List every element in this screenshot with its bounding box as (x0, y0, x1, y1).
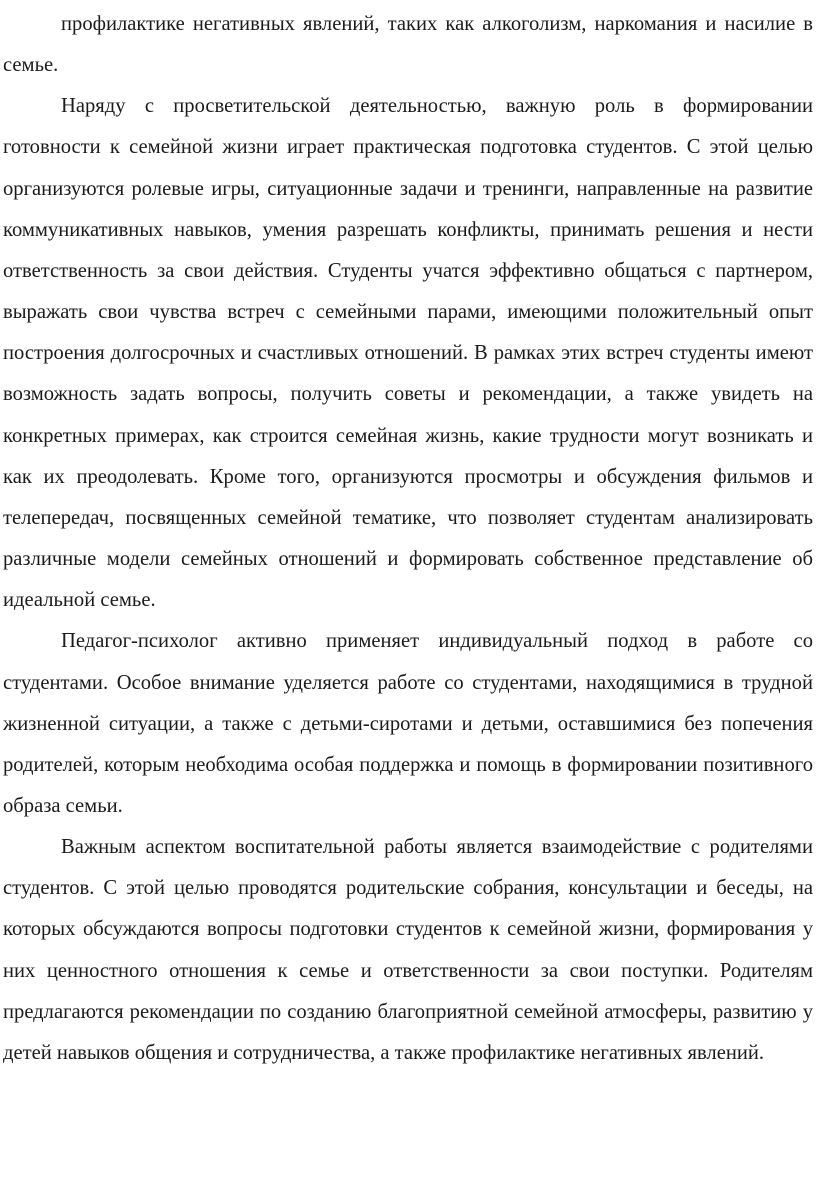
paragraph-parent-interaction: Важным аспектом воспитательной работы является взаимодействие с родителями студентов. С этой целью проводятся родительские собрания, консультации и беседы, на которых обсуждаются вопросы подготовки студентов к семейной жизни, формирования у них ценностного отношения к семье и ответственности за свои поступки. Родителям предлагаются рекомендации по созданию благоприятной семейной атмосферы, развитию у детей навыков общения и сотрудничества, а также профилактике негативных явлений. (3, 836, 813, 1064)
paragraph-practical-training: Наряду с просветительской деятельностью, важную роль в формировании готовности к семейной жизни играет практическая подготовка студентов. С этой целью организуются ролевые игры, ситуационные задачи и тренинги, направленные на развитие коммуникативных навыков, умения разрешать конфликты, принимать решения и нести ответственность за свои действия. Студенты учатся эффективно общаться с партнером, выражать свои чувства встреч с семейными парами, имеющими положительный опыт построения долгосрочных и счастливых отношений. В рамках этих встреч студенты имеют возможность задать вопросы, получить советы и рекомендации, а также увидеть на конкретных примерах, как строится семейная жизнь, какие трудности могут возникать и как их преодолевать. Кроме того, организуются просмотры и обсуждения фильмов и телепередач, посвященных семейной тематике, что позволяет студентам анализировать различные модели семейных отношений и формировать собственное представление об идеальной семье. (3, 95, 813, 612)
paragraph-continuation: профилактике негативных явлений, таких как алкоголизм, наркомания и насилие в семье. (3, 13, 813, 77)
paragraph-individual-approach: Педагог-психолог активно применяет индивидуальный подход в работе со студентами. Особое внимание уделяется работе со студентами, находящимися в трудной жизненной ситуации, а также с детьми-сиротами и детьми, оставшимися без попечения родителей, которым необходима особая поддержка и помощь в формировании позитивного образа семьи. (3, 630, 813, 817)
